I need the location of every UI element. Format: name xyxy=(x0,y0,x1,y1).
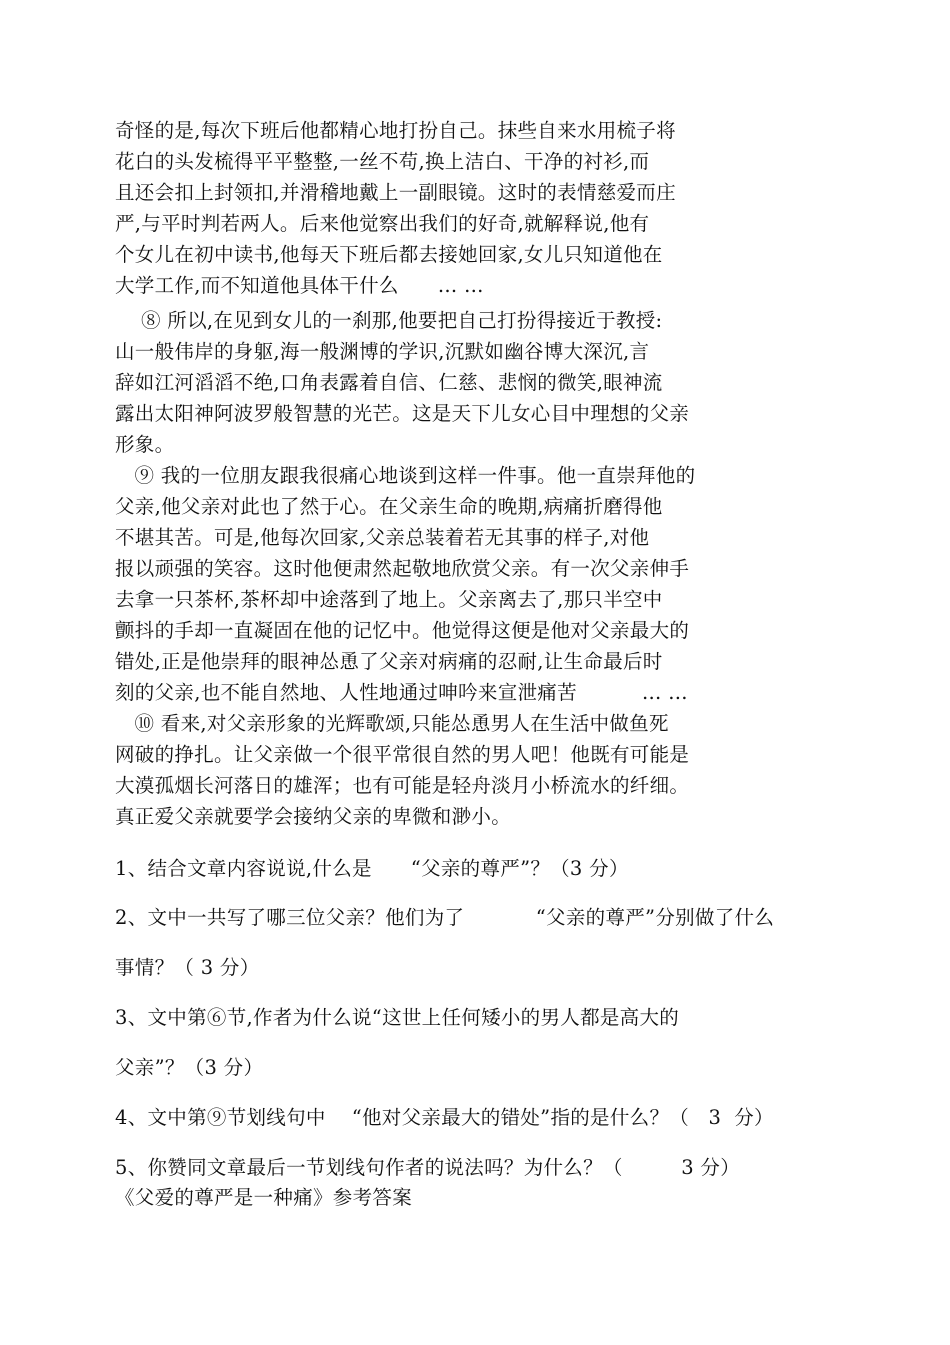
question-2-continued: 事情？（ 3 分） xyxy=(115,956,260,979)
passage-line: 网破的挣扎。让父亲做一个很平常很自然的男人吧！他既有可能是 xyxy=(115,743,690,766)
passage-line: 个女儿在初中读书,他每天下班后都去接她回家,女儿只知道他在 xyxy=(115,243,663,266)
passage-line: 花白的头发梳得平平整整,一丝不苟,换上洁白、干净的衬衫,而 xyxy=(115,150,650,173)
answer-key-heading: 《父爱的尊严是一种痛》参考答案 xyxy=(115,1186,413,1209)
passage-line: 山一般伟岸的身躯,海一般渊博的学识,沉默如幽谷博大深沉,言 xyxy=(115,340,650,363)
passage-line: 报以顽强的笑容。这时他便肃然起敬地欣赏父亲。有一次父亲伸手 xyxy=(115,557,690,580)
passage-line: ⑨ 我的一位朋友跟我很痛心地谈到这样一件事。他一直崇拜他的 xyxy=(115,464,696,487)
question-1: 1、结合文章内容说说,什么是 “父亲的尊严”？（3 分） xyxy=(115,857,629,880)
passage-line: 父亲,他父亲对此也了然于心。在父亲生命的晚期,病痛折磨得他 xyxy=(115,495,663,518)
passage-line: 严,与平时判若两人。后来他觉察出我们的好奇,就解释说,他有 xyxy=(115,212,650,235)
passage-line: 且还会扣上封领扣,并滑稽地戴上一副眼镜。这时的表情慈爱而庄 xyxy=(115,181,676,204)
passage-line: 去拿一只茶杯,茶杯却中途落到了地上。父亲离去了,那只半空中 xyxy=(115,588,663,611)
passage-line: 错处,正是他崇拜的眼神怂恿了父亲对病痛的忍耐,让生命最后时 xyxy=(115,650,663,673)
question-5: 5、你赞同文章最后一节划线句作者的说法吗？为什么？（ 3 分） xyxy=(115,1156,740,1179)
passage-line: ⑧ 所以,在见到女儿的一刹那,他要把自己打扮得接近于教授: xyxy=(115,309,663,332)
passage-line: 奇怪的是,每次下班后他都精心地打扮自己。抹些自来水用梳子将 xyxy=(115,119,676,142)
passage-line: ⑩ 看来,对父亲形象的光辉歌颂,只能怂恿男人在生活中做鱼死 xyxy=(115,712,669,735)
passage-line: 大漠孤烟长河落日的雄浑；也有可能是轻舟淡月小桥流水的纤细。 xyxy=(115,774,690,797)
passage-line: 颤抖的手却一直凝固在他的记忆中。他觉得这便是他对父亲最大的 xyxy=(115,619,690,642)
passage-line: 露出太阳神阿波罗般智慧的光芒。这是天下儿女心目中理想的父亲 xyxy=(115,402,690,425)
question-3: 3、文中第⑥节,作者为什么说“这世上任何矮小的男人都是高大的 xyxy=(115,1006,680,1029)
question-2: 2、文中一共写了哪三位父亲？他们为了 “父亲的尊严”分别做了什么 xyxy=(115,906,775,929)
question-4: 4、文中第⑨节划线句中 “他对父亲最大的错处”指的是什么？（ 3 分） xyxy=(115,1106,774,1129)
passage-line: 真正爱父亲就要学会接纳父亲的卑微和渺小。 xyxy=(115,805,512,828)
passage-line: 刻的父亲,也不能自然地、人性地通过呻吟来宣泄痛苦 … … xyxy=(115,681,688,704)
passage-line: 大学工作,而不知道他具体干什么 … … xyxy=(115,274,484,297)
passage-line: 辞如江河滔滔不绝,口角表露着自信、仁慈、悲悯的微笑,眼神流 xyxy=(115,371,663,394)
passage-line: 不堪其苦。可是,他每次回家,父亲总装着若无其事的样子,对他 xyxy=(115,526,650,549)
passage-line: 形象。 xyxy=(115,433,175,456)
question-3-continued: 父亲”？（3 分） xyxy=(115,1056,264,1079)
